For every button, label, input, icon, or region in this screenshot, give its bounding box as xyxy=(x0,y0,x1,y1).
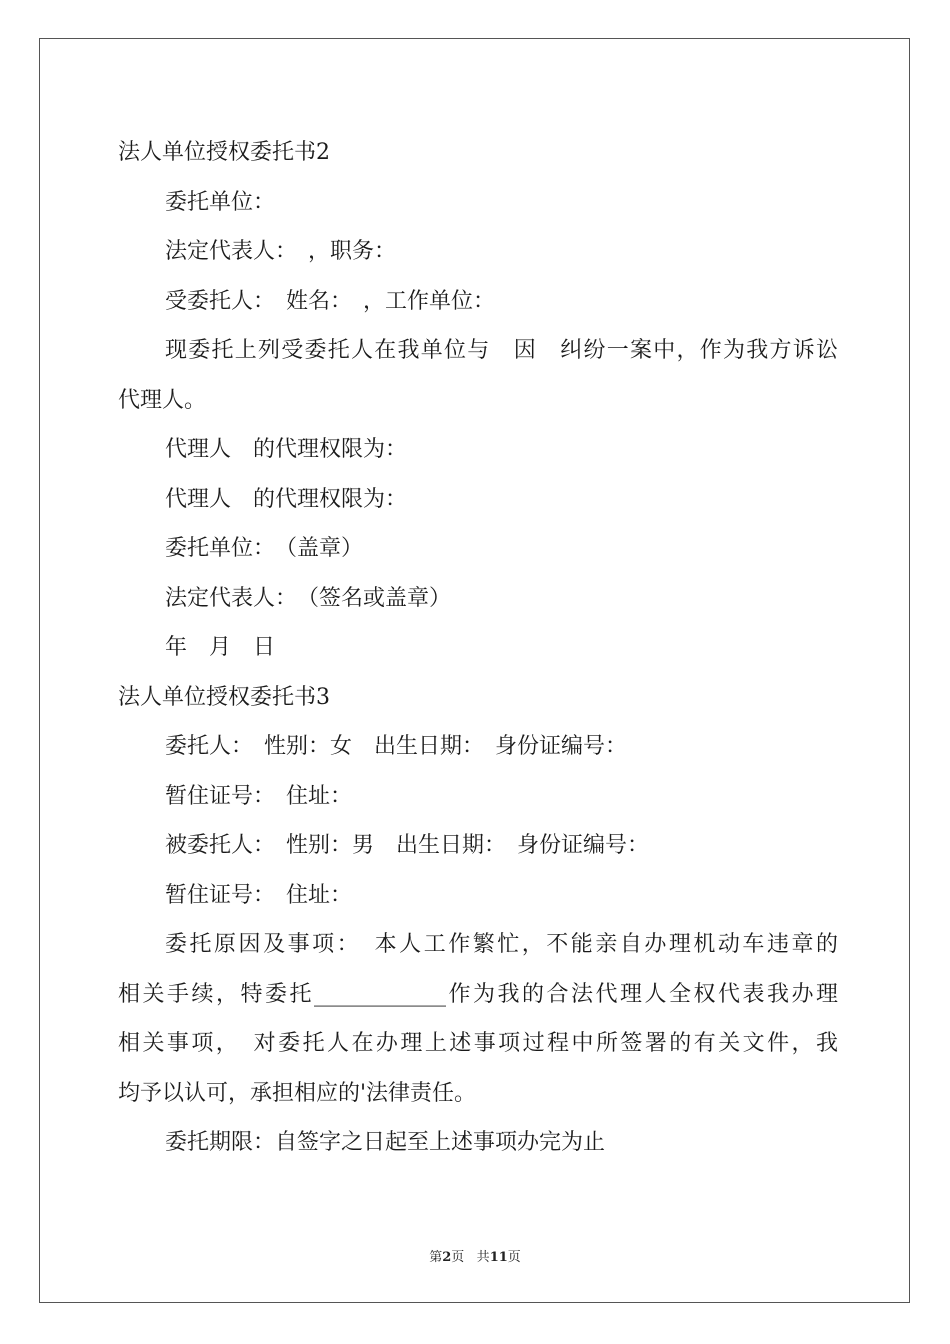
agent-residence-line: 暂住证号： 住址： xyxy=(165,882,353,908)
representative-signature-line: 法定代表人： （签名或盖章） xyxy=(165,585,452,611)
footer-total-prefix: 共 xyxy=(476,1250,490,1265)
date-line: 年 月 日 xyxy=(165,635,276,660)
footer-page-suffix: 页 xyxy=(451,1250,465,1265)
unit-seal-line: 委托单位： （盖章） xyxy=(165,536,364,561)
reason-paragraph-line-1: 委托原因及事项： 本人工作繁忙，不能亲自办理机动车违章的 xyxy=(165,932,838,957)
agent-line: 被委托人： 性别：男 出生日期： 身份证编号： xyxy=(165,833,650,858)
document-body xyxy=(118,128,838,1168)
footer-page-prefix: 第 xyxy=(429,1250,443,1265)
page-footer xyxy=(0,1246,950,1265)
section-heading-3: 法人单位授权委托书3 xyxy=(118,684,330,710)
footer-page-number: 2 xyxy=(442,1250,452,1265)
entrusting-unit-line: 委托单位： xyxy=(165,189,276,215)
reason-paragraph-line-2: 相关手续，特委托____________作为我的合法代理人全权代表我办理 xyxy=(118,981,838,1007)
entrustment-paragraph-line-1: 现委托上列受委托人在我单位与 因 纠纷一案中，作为我方诉讼 xyxy=(165,338,838,363)
entrustment-period-line: 委托期限：自签字之日起至上述事项办完为止 xyxy=(165,1130,606,1155)
agent-authority-line-2: 代理人 的代理权限为： xyxy=(165,486,408,512)
agent-authority-line-1: 代理人 的代理权限为： xyxy=(165,437,408,462)
section-heading-2: 法人单位授权委托书2 xyxy=(118,140,330,165)
footer-total-pages: 11 xyxy=(489,1250,508,1265)
footer-total-suffix: 页 xyxy=(507,1250,521,1265)
legal-representative-line: 法定代表人： ，职务： xyxy=(165,239,397,264)
reason-paragraph-line-4: 均予以认可，承担相应的'法律责任。 xyxy=(118,1080,477,1106)
principal-residence-line: 暂住证号： 住址： xyxy=(165,783,353,809)
entrustment-paragraph-line-2: 代理人。 xyxy=(118,387,207,413)
trustee-line: 受委托人： 姓名： ，工作单位： xyxy=(165,288,496,314)
principal-line: 委托人： 性别：女 出生日期： 身份证编号： xyxy=(165,734,628,759)
reason-paragraph-line-3: 相关事项， 对委托人在办理上述事项过程中所签署的有关文件，我 xyxy=(118,1031,838,1056)
